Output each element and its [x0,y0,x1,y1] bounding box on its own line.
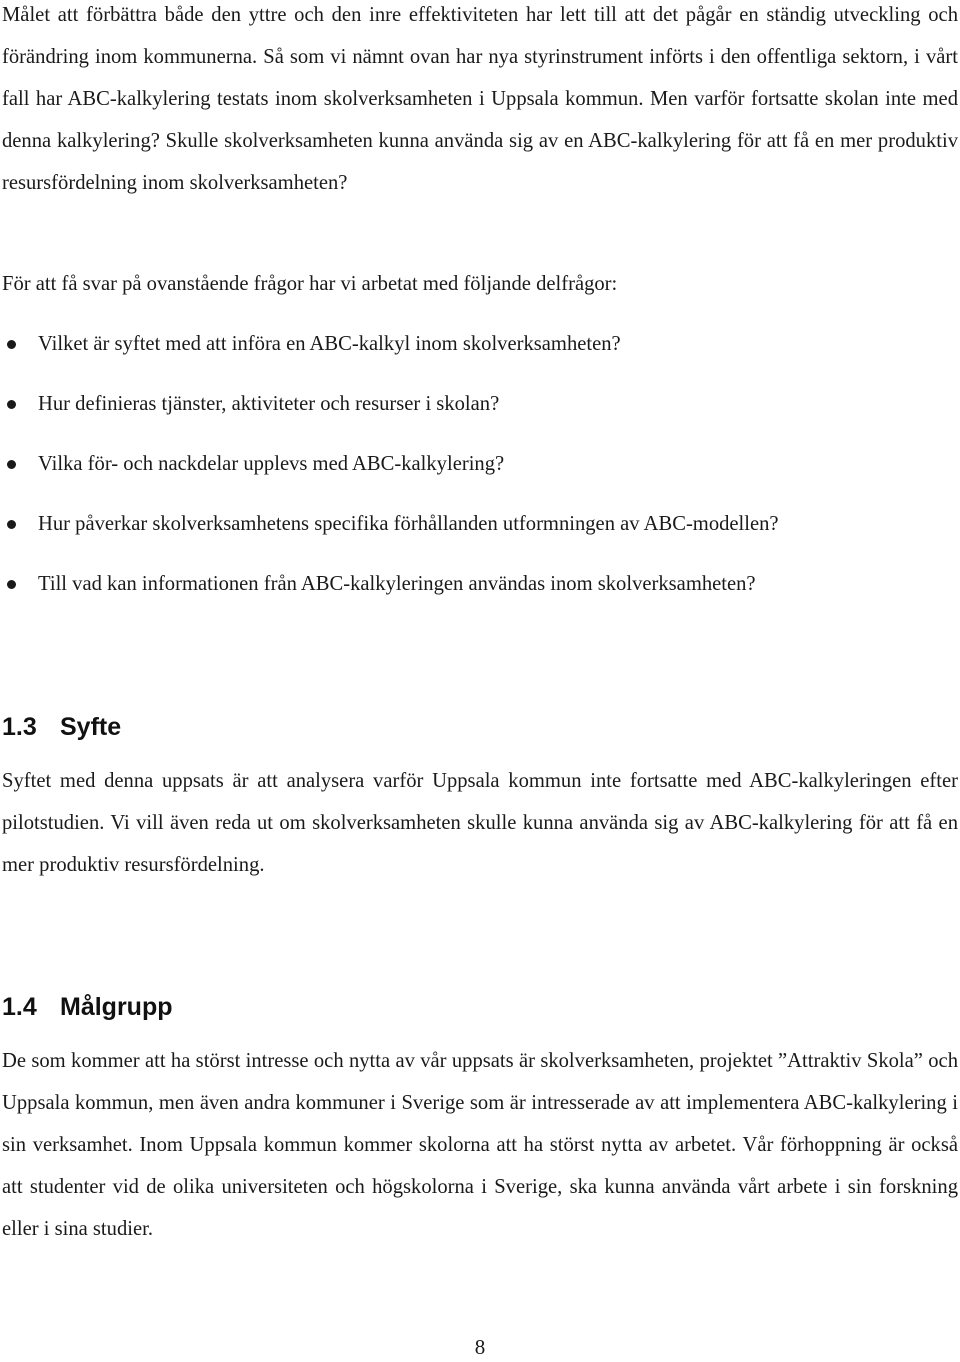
list-item-text: Vilket är syftet med att införa en ABC-kalkyl inom skolverksamheten? [38,333,621,355]
list-item-text: Hur påverkar skolverksamhetens specifika förhållanden utformningen av ABC-modellen? [38,513,779,535]
section-heading-malgrupp [2,991,173,1023]
list-item-text: Hur definieras tjänster, aktiviteter och resurser i skolan? [38,393,500,415]
section-number: 1.4 [2,993,37,1021]
list-item [0,323,950,383]
page-number: 8 [474,1335,486,1359]
list-item-text: Vilka för- och nackdelar upplevs med ABC-kalkylering? [38,453,505,475]
list-item [0,563,950,623]
section-heading-syfte [2,711,121,743]
bullet-icon [7,580,16,589]
bullet-icon [7,520,16,529]
section-number: 1.3 [2,713,37,741]
intro-paragraph: Målet att förbättra både den yttre och den inre effektiviteten har lett till att det pågår en ständig utveckling och förändring inom kommunerna. Så som vi nämnt ovan har nya styrinstrument införts i den offentliga sektorn, i vårt fall har ABC-kalkylering testats inom skolverksamheten i Uppsala kommun. Men varför fortsatte skolan inte med denna kalkylering? Skulle skolverksamheten kunna använda sig av en ABC-kalkylering för att få en mer produktiv resursfördelning inom skolverksamheten? [2,4,958,194]
section-title: Syfte [60,713,122,741]
list-item [0,503,950,563]
syfte-paragraph: Syftet med denna uppsats är att analysera varför Uppsala kommun inte fortsatte med ABC-kalkyleringen efter pilotstudien. Vi vill även reda ut om skolverksamheten skulle kunna använda sig av ABC-kalkylering för att få en mer produktiv resursfördelning. [2,770,958,876]
bullet-icon [7,460,16,469]
list-item-text: Till vad kan informationen från ABC-kalkyleringen användas inom skolverksamheten? [38,573,756,595]
list-item [0,383,950,443]
subquestions-list [0,323,950,623]
malgrupp-paragraph: De som kommer att ha störst intresse och nytta av vår uppsats är skolverksamheten, projektet ”Attraktiv Skola” och Uppsala kommun, men även andra kommuner i Sverige som är intresserade av att implementera ABC-kalkylering i sin verksamhet. Inom Uppsala kommun kommer skolorna att ha störst nytta av arbetet. Vår förhoppning är också att studenter vid de olika universiteten och högskolorna i Sverige, ska kunna använda vårt arbete i sin forskning eller i sina studier. [2,1050,958,1240]
list-item [0,443,950,503]
bullet-icon [7,340,16,349]
subquestions-intro: För att få svar på ovanstående frågor har vi arbetat med följande delfrågor: [2,273,618,295]
section-title: Målgrupp [60,993,173,1021]
bullet-icon [7,400,16,409]
